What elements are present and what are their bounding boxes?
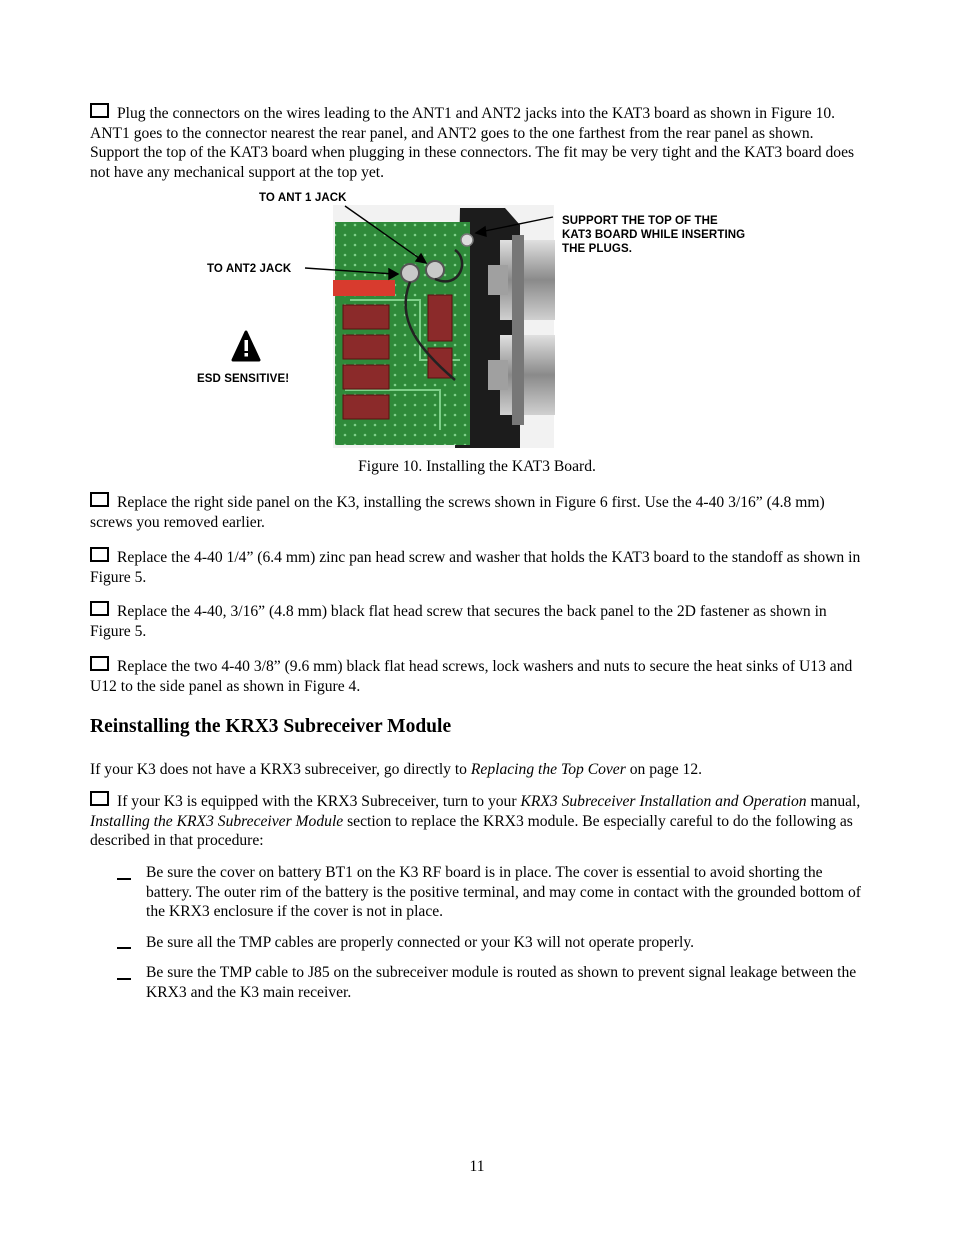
label-ant2-jack: TO ANT2 JACK bbox=[207, 263, 292, 275]
label-support-line1: SUPPORT THE TOP OF THE bbox=[562, 215, 718, 227]
checkbox-icon[interactable] bbox=[90, 656, 109, 671]
substep-checkmark-icon[interactable] bbox=[117, 978, 131, 980]
page-number: 11 bbox=[469, 1158, 485, 1175]
step-krx3-install: If your K3 is equipped with the KRX3 Subreceiver, turn to your KRX3 Subreceiver Installation and Operation manual, Installing the KRX3 Subreceiver Module section to replace the KRX3 module. Be especially careful to do the following as described in that procedure: bbox=[90, 793, 861, 850]
substep-checkmark-icon[interactable] bbox=[117, 947, 131, 949]
checkbox-icon[interactable] bbox=[90, 492, 109, 507]
esd-warning-icon bbox=[233, 332, 259, 360]
substep-tmp-j85-routing: Be sure the TMP cable to J85 on the subreceiver module is routed as shown to prevent signal leakage between the KRX3 and the K3 main receiver. bbox=[146, 964, 857, 1001]
step-replace-heat-sink-screws: Replace the two 4-40 3/8” (9.6 mm) black flat head screws, lock washers and nuts to secure the heat sinks of U13 and U12 to the side panel as shown in Figure 4. bbox=[90, 658, 853, 695]
kat3-board-photo bbox=[0, 0, 954, 460]
figure-10 bbox=[0, 0, 954, 460]
checkbox-icon[interactable] bbox=[90, 547, 109, 562]
label-esd-sensitive: ESD SENSITIVE! bbox=[197, 373, 290, 385]
figure-caption: Figure 10. Installing the KAT3 Board. bbox=[358, 458, 596, 475]
checkbox-icon[interactable] bbox=[90, 601, 109, 616]
section-intro: If your K3 does not have a KRX3 subreceiver, go directly to Replacing the Top Cover on page 12. bbox=[90, 761, 703, 778]
step-replace-black-flat-screw: Replace the 4-40, 3/16” (4.8 mm) black flat head screw that secures the back panel to the 2D fastener as shown in Figure 5. bbox=[90, 603, 827, 640]
label-support-line3: THE PLUGS. bbox=[562, 243, 633, 255]
label-ant1-jack: TO ANT 1 JACK bbox=[259, 192, 347, 204]
section-heading: Reinstalling the KRX3 Subreceiver Module bbox=[90, 716, 452, 737]
step-plug-connectors: Plug the connectors on the wires leading to the ANT1 and ANT2 jacks into the KAT3 board as shown in Figure 10. ANT1 goes to the connector nearest the rear panel, and ANT2 goes to the one farthest from the rear panel as shown. Support the top of the KAT3 board when plugging in these connectors. The fit may be very tight and the KAT3 board does not have any mechanical support at the top yet. bbox=[90, 105, 855, 181]
step-replace-zinc-screw: Replace the 4-40 1/4” (6.4 mm) zinc pan head screw and washer that holds the KAT3 board to the standoff as shown in Figure 5. bbox=[90, 549, 861, 586]
substep-tmp-cables: Be sure all the TMP cables are properly connected or your K3 will not operate properly. bbox=[146, 934, 695, 951]
label-support-line2: KAT3 BOARD WHILE INSERTING bbox=[562, 229, 746, 241]
substep-battery-cover: Be sure the cover on battery BT1 on the K3 RF board is in place. The cover is essential to avoid shorting the battery. The outer rim of the battery is the positive terminal, and may come in contact with the grounded bottom of the KRX3 enclosure if the cover is not in place. bbox=[146, 864, 861, 921]
checkbox-icon[interactable] bbox=[90, 791, 109, 806]
substep-checkmark-icon[interactable] bbox=[117, 878, 131, 880]
step-replace-side-panel: Replace the right side panel on the K3, installing the screws shown in Figure 6 first. Use the 4-40 3/16” (4.8 mm) screws you removed earlier. bbox=[90, 494, 825, 531]
link-replacing-top-cover: Replacing the Top Cover bbox=[470, 761, 626, 778]
